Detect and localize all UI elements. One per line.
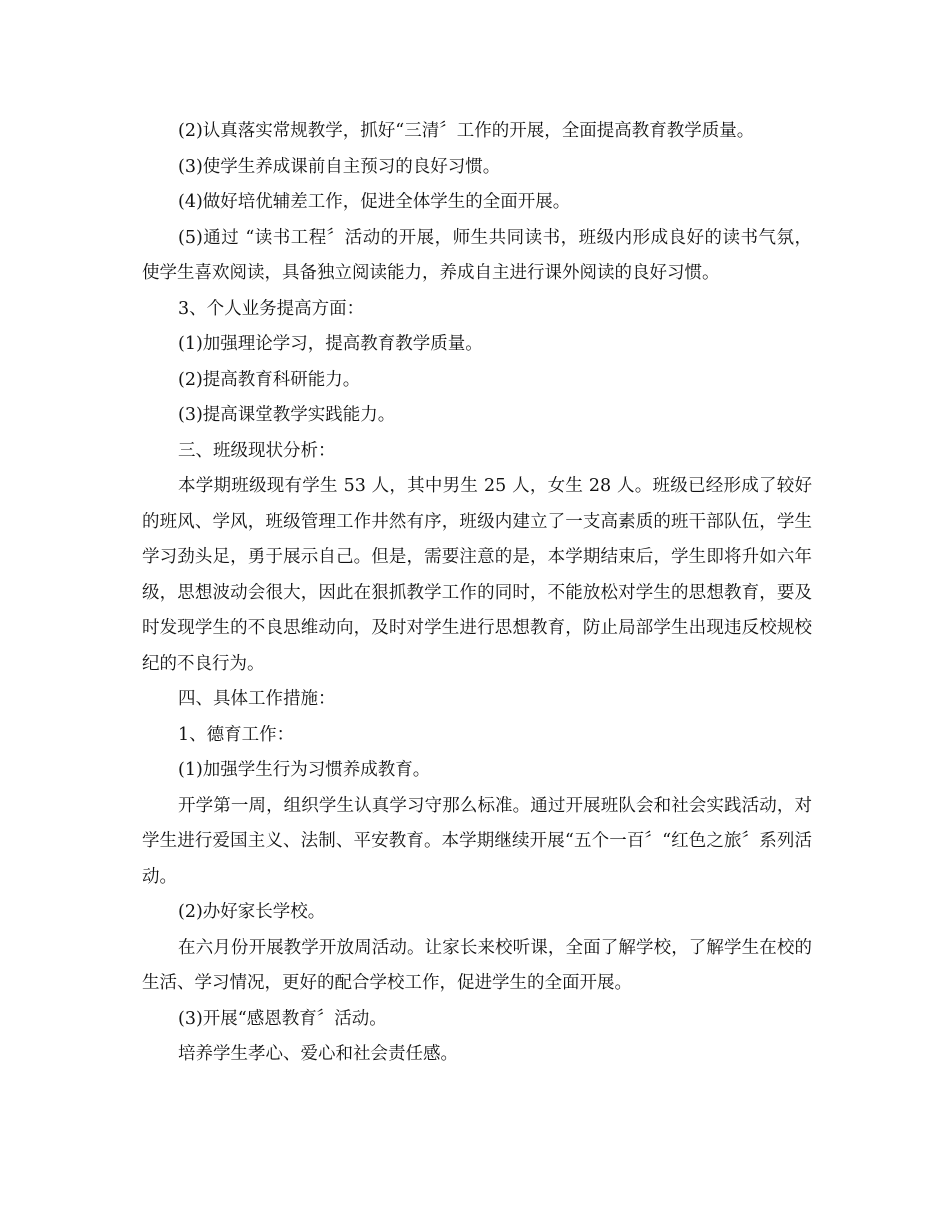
paragraph-measure-3-title: (3)开展“感恩教育〞活动。 xyxy=(178,1008,387,1029)
paragraph-measure-1-title: (1)加强学生行为习惯养成教育。 xyxy=(178,760,431,780)
paragraph-improvement-2: (2)提高教育科研能力。 xyxy=(178,369,361,390)
paragraph-class-status: 本学期班级现有学生 53 人，其中男生 25 人，女生 28 人。班级已经形成了较好的班风、学风，班级管理工作井然有序，班级内建立了一支高素质的班干部队伍，学生学习劲头足，勇于展示自己。但是，需要注意的是，本学期结束后，学生即将升如六年级，思想波动会很大，因此在狠抓教学工作的同时，不能放松对学生的思想教育，要及时发现学生的不良思维动向，及时对学生进行思想教育，防止局部学生出现违反校规校纪的不良行为。 xyxy=(142,476,812,674)
paragraph-goal-5: (5)通过 “读书工程〞活动的开展，师生共同读书，班级内形成良好的读书气氛，使学生喜欢阅读，具备独立阅读能力，养成自主进行课外阅读的良好习惯。 xyxy=(142,227,812,283)
section-heading-measures: 四、具体工作措施： xyxy=(178,689,336,709)
paragraph-goal-2: (2)认真落实常规教学，抓好“三清〞工作的开展，全面提高教育教学质量。 xyxy=(178,121,755,141)
section-heading-class-status: 三、班级现状分析： xyxy=(178,440,336,461)
paragraph-goal-4: (4)做好培优辅差工作，促进全体学生的全面开展。 xyxy=(178,192,571,212)
paragraph-measure-2-title: (2)办好家长学校。 xyxy=(178,902,326,922)
paragraph-improvement-3: (3)提高课堂教学实践能力。 xyxy=(178,405,396,425)
subheading-moral-education: 1、德育工作： xyxy=(178,724,295,745)
paragraph-improvement-1: (1)加强理论学习，提高教育教学质量。 xyxy=(178,334,483,354)
paragraph-measure-2-body: 在六月份开展教学开放周活动。让家长来校听课，全面了解学校，了解学生在校的生活、学习情况，更好的配合学校工作，促进学生的全面开展。 xyxy=(142,937,812,993)
section-heading-personal-improvement: 3、个人业务提高方面： xyxy=(178,298,365,319)
paragraph-goal-3: (3)使学生养成课前自主预习的良好习惯。 xyxy=(178,156,501,177)
document-body xyxy=(142,114,812,1073)
paragraph-measure-3-body: 培养学生孝心、爱心和社会责任感。 xyxy=(178,1044,458,1064)
paragraph-measure-1-body: 开学第一周，组织学生认真学习守那么标准。通过开展班队会和社会实践活动，对学生进行爱国主义、法制、平安教育。本学期继续开展“五个一百〞“红色之旅〞系列活动。 xyxy=(142,795,812,887)
